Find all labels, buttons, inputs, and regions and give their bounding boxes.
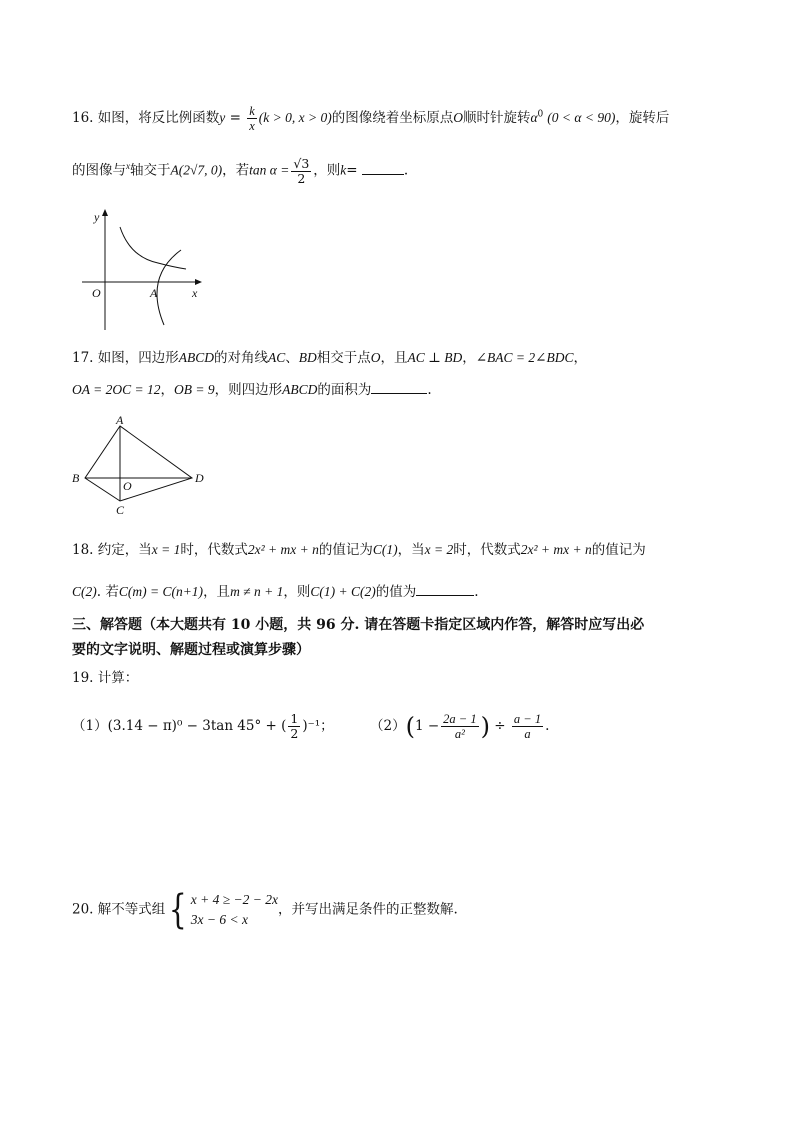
q18-text: 约定，当 (97, 542, 152, 558)
q17-ac: AC (268, 350, 286, 365)
q19-p2-label: （2） (370, 718, 406, 734)
section3-heading-line1: 三、解答题（本大题共有 10 小题，共 96 分. 请在答题卡指定区域内作答，解答时应写出必 (72, 617, 645, 633)
q19-p2-den2: a (524, 727, 531, 741)
q17-answer-blank (371, 380, 427, 394)
q19-p2-frac1 (441, 712, 478, 741)
q17-end: . (427, 382, 432, 398)
q19-p1-exp: )⁻¹ (302, 718, 321, 734)
q17-text: 、 (285, 350, 299, 366)
q18-text: ，则 (283, 584, 311, 600)
section3-heading-line2: 要的文字说明、解题过程或演算步骤） (72, 642, 310, 658)
q18-line1 (72, 540, 646, 560)
q18-text: 的值记为 (318, 542, 373, 558)
q16-text: ，旋转后 (615, 110, 670, 126)
q17-line1 (72, 348, 587, 368)
q17-abcd: ABCD (178, 350, 215, 365)
q20-ineq1: x + 4 ≥ −2 − 2x (190, 892, 278, 907)
q17-line2 (72, 380, 432, 400)
q16-var-y: y (219, 110, 226, 125)
q17-text: ，则四边形 (214, 382, 283, 398)
q19-title: 19. 计算： (72, 670, 139, 686)
q17-fig-c: C (116, 503, 125, 517)
q16-tan-num: √3 (293, 155, 310, 171)
q19-p2-close: ) (480, 712, 490, 741)
q18-line2 (72, 582, 479, 602)
q16-fig-o: O (92, 286, 101, 300)
q16-text: 轴交于 (130, 162, 171, 179)
q19-p2-num: 2a − 1 (443, 712, 477, 726)
q19-p1-expr: (3.14 − π)⁰ − 3tan 45° + ( (107, 718, 287, 734)
q16-end: . (403, 162, 409, 179)
q17-fig-d: D (195, 471, 204, 485)
q19-p2-end: . (545, 718, 550, 734)
q17-text: ， (160, 382, 174, 398)
q18-text: 的值记为 (591, 542, 646, 558)
q17-angle: ∠BAC = 2∠BDC (475, 350, 574, 365)
q16-frac-den: x (249, 119, 255, 133)
q19-p2-num2: a − 1 (513, 712, 542, 726)
q16-text: ，则 (313, 162, 341, 179)
q16-x-axis-label: x (126, 161, 130, 171)
q20-number: 20. (72, 901, 94, 918)
q18-x2: x = 2 (424, 542, 454, 557)
q19-part1 (72, 712, 334, 741)
q19-p2-den: a² (454, 727, 465, 741)
q20-prefix: 解不等式组 (97, 901, 166, 918)
q18-text: 时，代数式 (453, 542, 521, 558)
q18-expr2: 2x² + mx + n (520, 542, 592, 557)
q17-text: ， (462, 350, 476, 366)
q16-figure (78, 205, 208, 335)
q18-text: 的值为 (375, 584, 417, 600)
q20-ineq2: 3x − 6 < x (190, 912, 248, 927)
q18-end: . (474, 584, 479, 600)
q20-brace: { (169, 887, 187, 933)
q16-answer-blank (362, 161, 404, 175)
q16-alpha: α (530, 110, 538, 125)
q16-rotated-curve (157, 250, 181, 325)
q16-fig-a: A (150, 286, 158, 300)
q17-fig-a: A (116, 413, 124, 427)
q16-text: 顺时针旋转 (462, 110, 531, 126)
q19-part2 (370, 712, 549, 741)
q16-eq: = (346, 162, 358, 179)
q16-number: 16. (72, 110, 94, 126)
q17-text: 的面积为 (317, 382, 372, 398)
q16-deg: 0 (537, 109, 544, 120)
q17-bd: BD (298, 350, 317, 365)
q18-x1: x = 1 (151, 542, 181, 557)
q16-tan-fraction (291, 157, 311, 186)
q18-c2: C(2) (72, 584, 97, 599)
q17-fig-b: B (72, 471, 80, 485)
q18-text: ，当 (397, 542, 425, 558)
q19-p2-div: ÷ (494, 718, 506, 734)
q18-number: 18. (72, 542, 94, 558)
q18-text: 时，代数式 (180, 542, 248, 558)
q16-x-arrow (195, 279, 202, 285)
q17-text: ，且 (380, 350, 408, 366)
q18-neq: m ≠ n + 1 (230, 584, 284, 599)
q16-line1: 16. 如图，将反比例函数y = $\frac{k}{x}$ (k > 0, x > 0)的图像绕着坐标原点O顺时针旋转$\alpha^0$ (0 < α < 90)，旋转后 (72, 104, 670, 133)
q18-cond: C(m) = C(n+1) (118, 584, 204, 599)
q16-func-cond: (k > 0, x > 0) (258, 110, 332, 125)
q17-perp: AC ⊥ BD (407, 350, 463, 365)
q17-o: O (370, 350, 381, 365)
q19-p2-one: 1 − (414, 718, 440, 734)
q17-text: 相交于点 (316, 350, 371, 366)
q17-fig-o: O (123, 479, 132, 493)
q16-angle-cond: (0 < α < 90) (547, 110, 616, 125)
q20-system (191, 890, 278, 930)
q18-expr: 2x² + mx + n (247, 542, 319, 557)
q19-p2-open: ( (405, 712, 415, 741)
q19-p2-frac2 (512, 712, 543, 741)
q17-text: 如图，四边形 (97, 350, 179, 366)
q16-tan: tan α = (249, 162, 290, 178)
q16-origin: O (453, 110, 463, 125)
q16-text: 的图像与 (72, 162, 126, 179)
q16-hyperbola (120, 227, 186, 269)
q20-line (72, 887, 458, 933)
q18-text: . 若 (96, 584, 119, 600)
q17-abcd: ABCD (282, 382, 318, 397)
q16-fraction (247, 104, 257, 133)
q16-point-a: A(2√7, 0) (170, 162, 223, 178)
q19-p1-den: 2 (290, 726, 299, 741)
q16-k: k (340, 162, 347, 178)
q17-text: 的对角线 (214, 350, 269, 366)
q17-oa: OA = 2OC = 12 (72, 382, 161, 397)
q16-y-arrow (102, 209, 108, 216)
q20-suffix: ，并写出满足条件的正整数解. (277, 901, 458, 918)
q19-p1-label: （1） (72, 718, 108, 734)
q18-answer-blank (416, 582, 474, 596)
q19-p1-num: 1 (290, 711, 299, 726)
q16-tan-den: 2 (297, 170, 306, 186)
q18-c1: C(1) (372, 542, 398, 557)
q16-fig-x: x (192, 286, 198, 300)
q18-sum: C(1) + C(2) (310, 584, 376, 599)
q17-number: 17. (72, 350, 94, 366)
q17-ob: OB = 9 (173, 382, 215, 397)
q17-quadrilateral (85, 426, 192, 501)
q16-text: 如图，将反比例函数 (97, 110, 220, 126)
q19-p1-end: ； (320, 718, 334, 734)
q16-text: 的图像绕着坐标原点 (331, 110, 454, 126)
q16-fig-y: y (94, 210, 100, 224)
q18-text: ，且 (203, 584, 231, 600)
q16-line2 (72, 156, 408, 186)
q19-p1-fraction (288, 712, 300, 741)
q16-text: ，若 (222, 162, 250, 179)
q17-figure (68, 412, 218, 520)
q17-text: ， (573, 350, 587, 366)
q16-frac-num: k (249, 104, 255, 118)
